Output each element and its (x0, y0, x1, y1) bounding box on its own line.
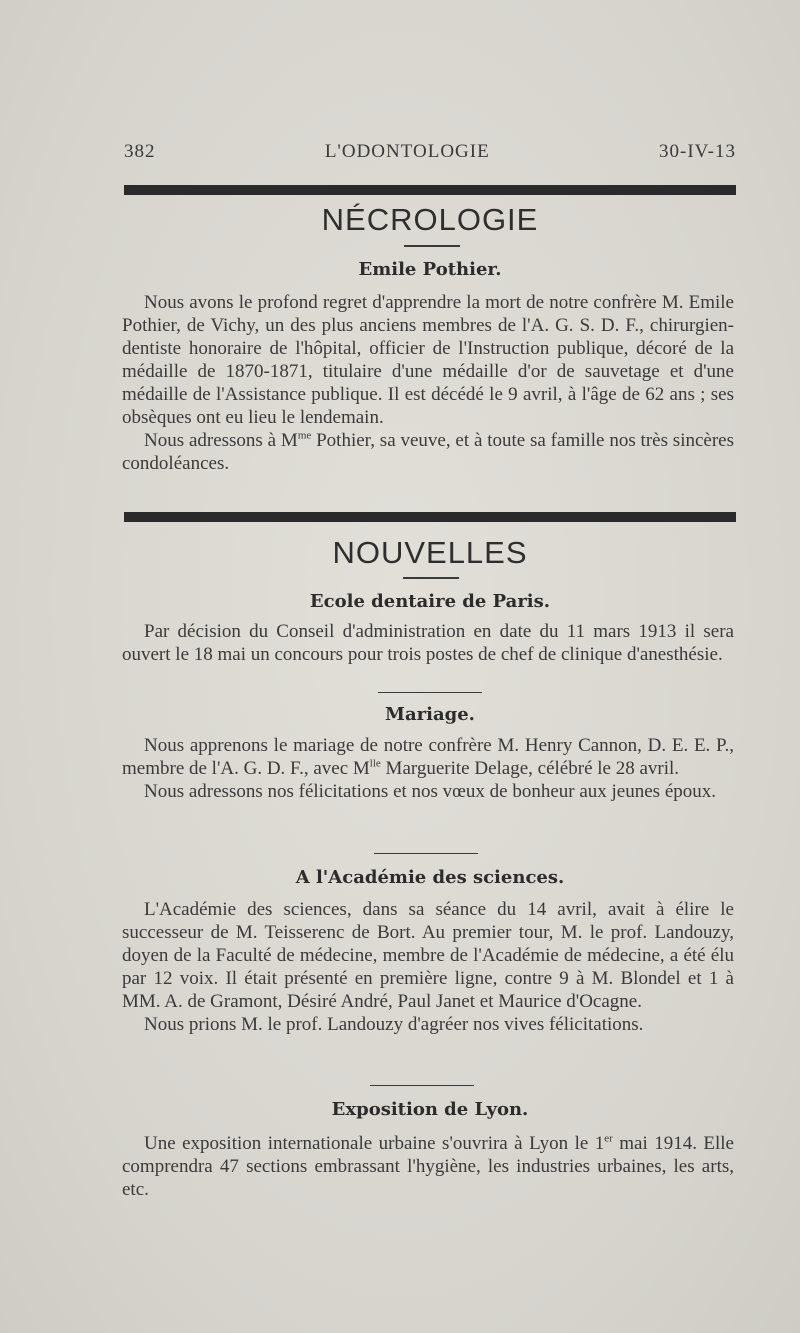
exposition-body (122, 1132, 734, 1201)
necrologie-condolences: Nous adressons à $M^{me}$ Pothier, sa veuve, et à toute sa famille nos très sincères condoléances. (122, 429, 734, 474)
exposition-subtitle: Exposition de Lyon. (331, 1099, 529, 1120)
academie-subtitle: A l'Académie des sciences. (295, 867, 565, 888)
issue-date: 30-IV-13 (659, 141, 736, 162)
journal-title: L'ODONTOLOGIE (324, 141, 490, 162)
academie-body (122, 898, 734, 1036)
page-number: 382 (124, 141, 156, 162)
section-rule-nouvelles (124, 512, 736, 522)
title-underline (403, 577, 459, 579)
section-rule-top (124, 185, 736, 195)
divider (370, 1085, 474, 1086)
ecole-paragraph: Par décision du Conseil d'administration en date du 11 mars 1913 il sera ouvert le 18 mai un concours pour trois postes de chef de clinique d'anesthésie. (122, 621, 734, 665)
mariage-body (122, 734, 734, 803)
necrologie-title: NÉCROLOGIE (321, 202, 539, 237)
divider (374, 853, 478, 854)
necrologie-body (122, 291, 734, 475)
divider (378, 692, 482, 693)
ecole-subtitle: Ecole dentaire de Paris. (309, 591, 551, 612)
academie-felicitations: Nous prions M. le prof. Landouzy d'agréer nos vives félicitations. (144, 1014, 644, 1035)
mariage-paragraph: Nous apprenons le mariage de notre confrère M. Henry Cannon, D. E. E. P., membre de l'A. G. D. F., avec $M^{lle}$ Marguerite Delage, célébré le 28 avril. (122, 735, 734, 779)
academie-paragraph: L'Académie des sciences, dans sa séance du 14 avril, avait à élire le successeur de M. Teisserenc de Bort. Au premier tour, M. le prof. Landouzy, doyen de la Faculté de médecine, membre de l'Académie de médecine, a été élu par 12 voix. Il était présenté en première ligne, contre 9 à M. Blondel et 1 à MM. A. de Gramont, Désiré André, Paul Janet et Maurice d'Ocagne. (122, 899, 734, 1012)
necrologie-subtitle: Emile Pothier. (358, 259, 502, 280)
mariage-felicitations: Nous adressons nos félicitations et nos vœux de bonheur aux jeunes époux. (144, 781, 717, 802)
necrologie-paragraph: Nous avons le profond regret d'apprendre la mort de notre confrère M. Emile Pothier, de Vichy, un des plus anciens membres de l'A. G. S. D. F., chirurgien-dentiste honoraire de l'hôpital, officier de l'Instruction publique, décoré de la médaille de 1870-1871, titulaire d'une médaille d'or de sauvetage et d'une médaille de l'Assistance publique. Il est décédé le 9 avril, à l'âge de 62 ans ; ses obsèques ont eu lieu le lendemain. (122, 292, 734, 428)
nouvelles-title: NOUVELLES (332, 535, 528, 570)
exposition-paragraph: Une exposition internationale urbaine s'ouvrira à Lyon le 1er mai 1914. Elle comprendra 47 sections embrassant l'hygiène, les industries urbaines, les arts, etc. (122, 1132, 734, 1200)
title-underline (404, 245, 460, 247)
running-head (124, 141, 736, 163)
ecole-body (122, 620, 734, 666)
mariage-subtitle: Mariage. (385, 704, 475, 725)
